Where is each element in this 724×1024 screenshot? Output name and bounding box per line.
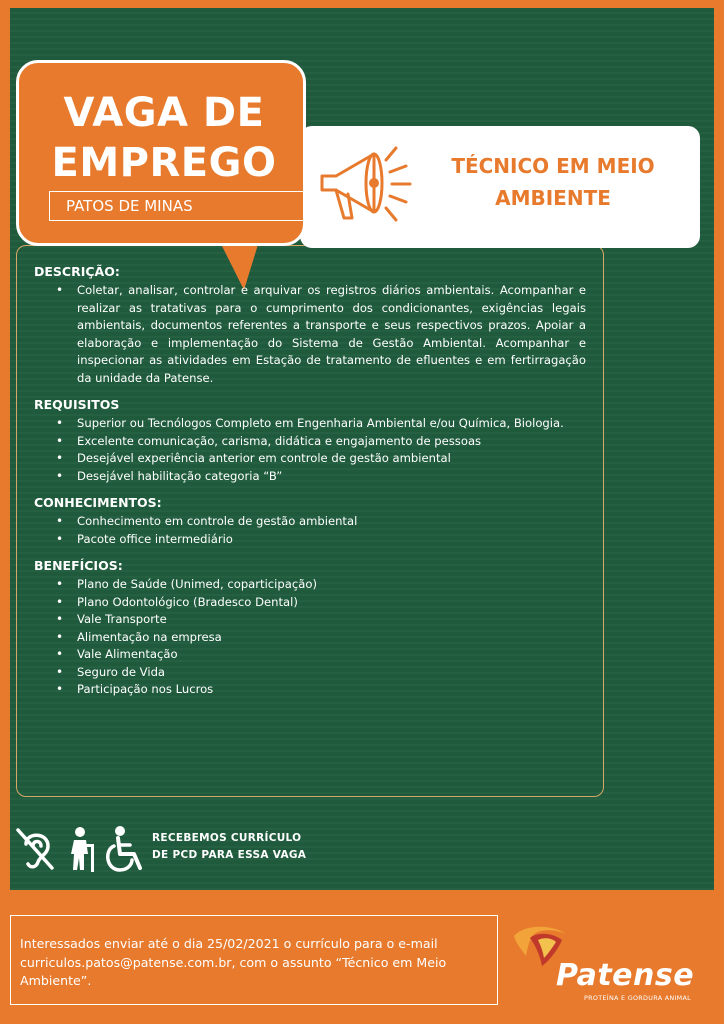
- list-item: • Pacote office intermediário: [34, 531, 586, 549]
- benefits-list: [34, 576, 586, 699]
- list-item: • Alimentação na empresa: [34, 629, 586, 647]
- requirements-list: [34, 415, 586, 485]
- list-item: • Vale Transporte: [34, 611, 586, 629]
- section-heading-benefits: BENEFÍCIOS:: [34, 558, 123, 573]
- section-heading-description: DESCRIÇÃO:: [34, 264, 120, 279]
- headline-line1: VAGA DE: [63, 90, 265, 136]
- headline-callout: [16, 60, 306, 246]
- brand-name: Patense: [556, 958, 695, 993]
- section-heading-knowledge: CONHECIMENTOS:: [34, 495, 162, 510]
- job-title: [418, 150, 688, 214]
- list-item: • Desejável experiência anterior em controle de gestão ambiental: [34, 450, 586, 468]
- list-item: • Seguro de Vida: [34, 664, 586, 682]
- list-item: • Participação nos Lucros: [34, 681, 586, 699]
- pcd-notice-line1: RECEBEMOS CURRÍCULO: [152, 832, 302, 844]
- job-details: [34, 262, 586, 707]
- wheelchair-icon: [108, 826, 140, 870]
- list-item: • Excelente comunicação, carisma, didática e engajamento de pessoas: [34, 433, 586, 451]
- list-item: • Superior ou Tecnólogos Completo em Engenharia Ambiental e/ou Química, Biologia.: [34, 415, 586, 433]
- pcd-notice: [152, 830, 306, 864]
- hearing-impaired-icon: [18, 830, 52, 868]
- list-item: • Coletar, analisar, controlar e arquivar os registros diários ambientais. Acompanhar e realizar as tratativas para o cumprimento dos condicionantes, exigências legais ambientais, documentos referentes a transporte e seus respectivos prazos. Apoiar a elaboração e implementação do Sistema de Gestão Ambiental. Acompanhar e inspecionar as atividades em Estação de tratamento de efluentes e em fertirragação da unidade da Patense.: [34, 282, 586, 387]
- brand-tagline: PROTEÍNA E GORDURA ANIMAL: [584, 994, 691, 1002]
- elderly-person-icon: [71, 827, 94, 872]
- city-label: PATOS DE MINAS: [49, 191, 307, 221]
- section-heading-requirements: REQUISITOS: [34, 397, 120, 412]
- job-title-card: [300, 126, 700, 248]
- pcd-icons: [14, 824, 148, 878]
- job-title-line1: TÉCNICO EM MEIO: [451, 154, 655, 178]
- list-item: • Plano Odontológico (Bradesco Dental): [34, 594, 586, 612]
- headline-line2: EMPREGO: [51, 140, 277, 186]
- list-item: • Conhecimento em controle de gestão ambiental: [34, 513, 586, 531]
- list-item: • Vale Alimentação: [34, 646, 586, 664]
- job-title-line2: AMBIENTE: [495, 186, 611, 210]
- knowledge-list: [34, 513, 586, 548]
- list-item: • Desejável habilitação categoria “B”: [34, 468, 586, 486]
- megaphone-icon: [314, 140, 414, 234]
- description-list: [34, 282, 586, 387]
- list-item: • Plano de Saúde (Unimed, coparticipação): [34, 576, 586, 594]
- application-instructions: Interessados enviar até o dia 25/02/2021 o currículo para o e-mail curriculos.patos@patense.com.br, com o assunto “Técnico em Meio Ambiente”.: [20, 936, 447, 988]
- pcd-notice-line2: DE PCD PARA ESSA VAGA: [152, 849, 307, 861]
